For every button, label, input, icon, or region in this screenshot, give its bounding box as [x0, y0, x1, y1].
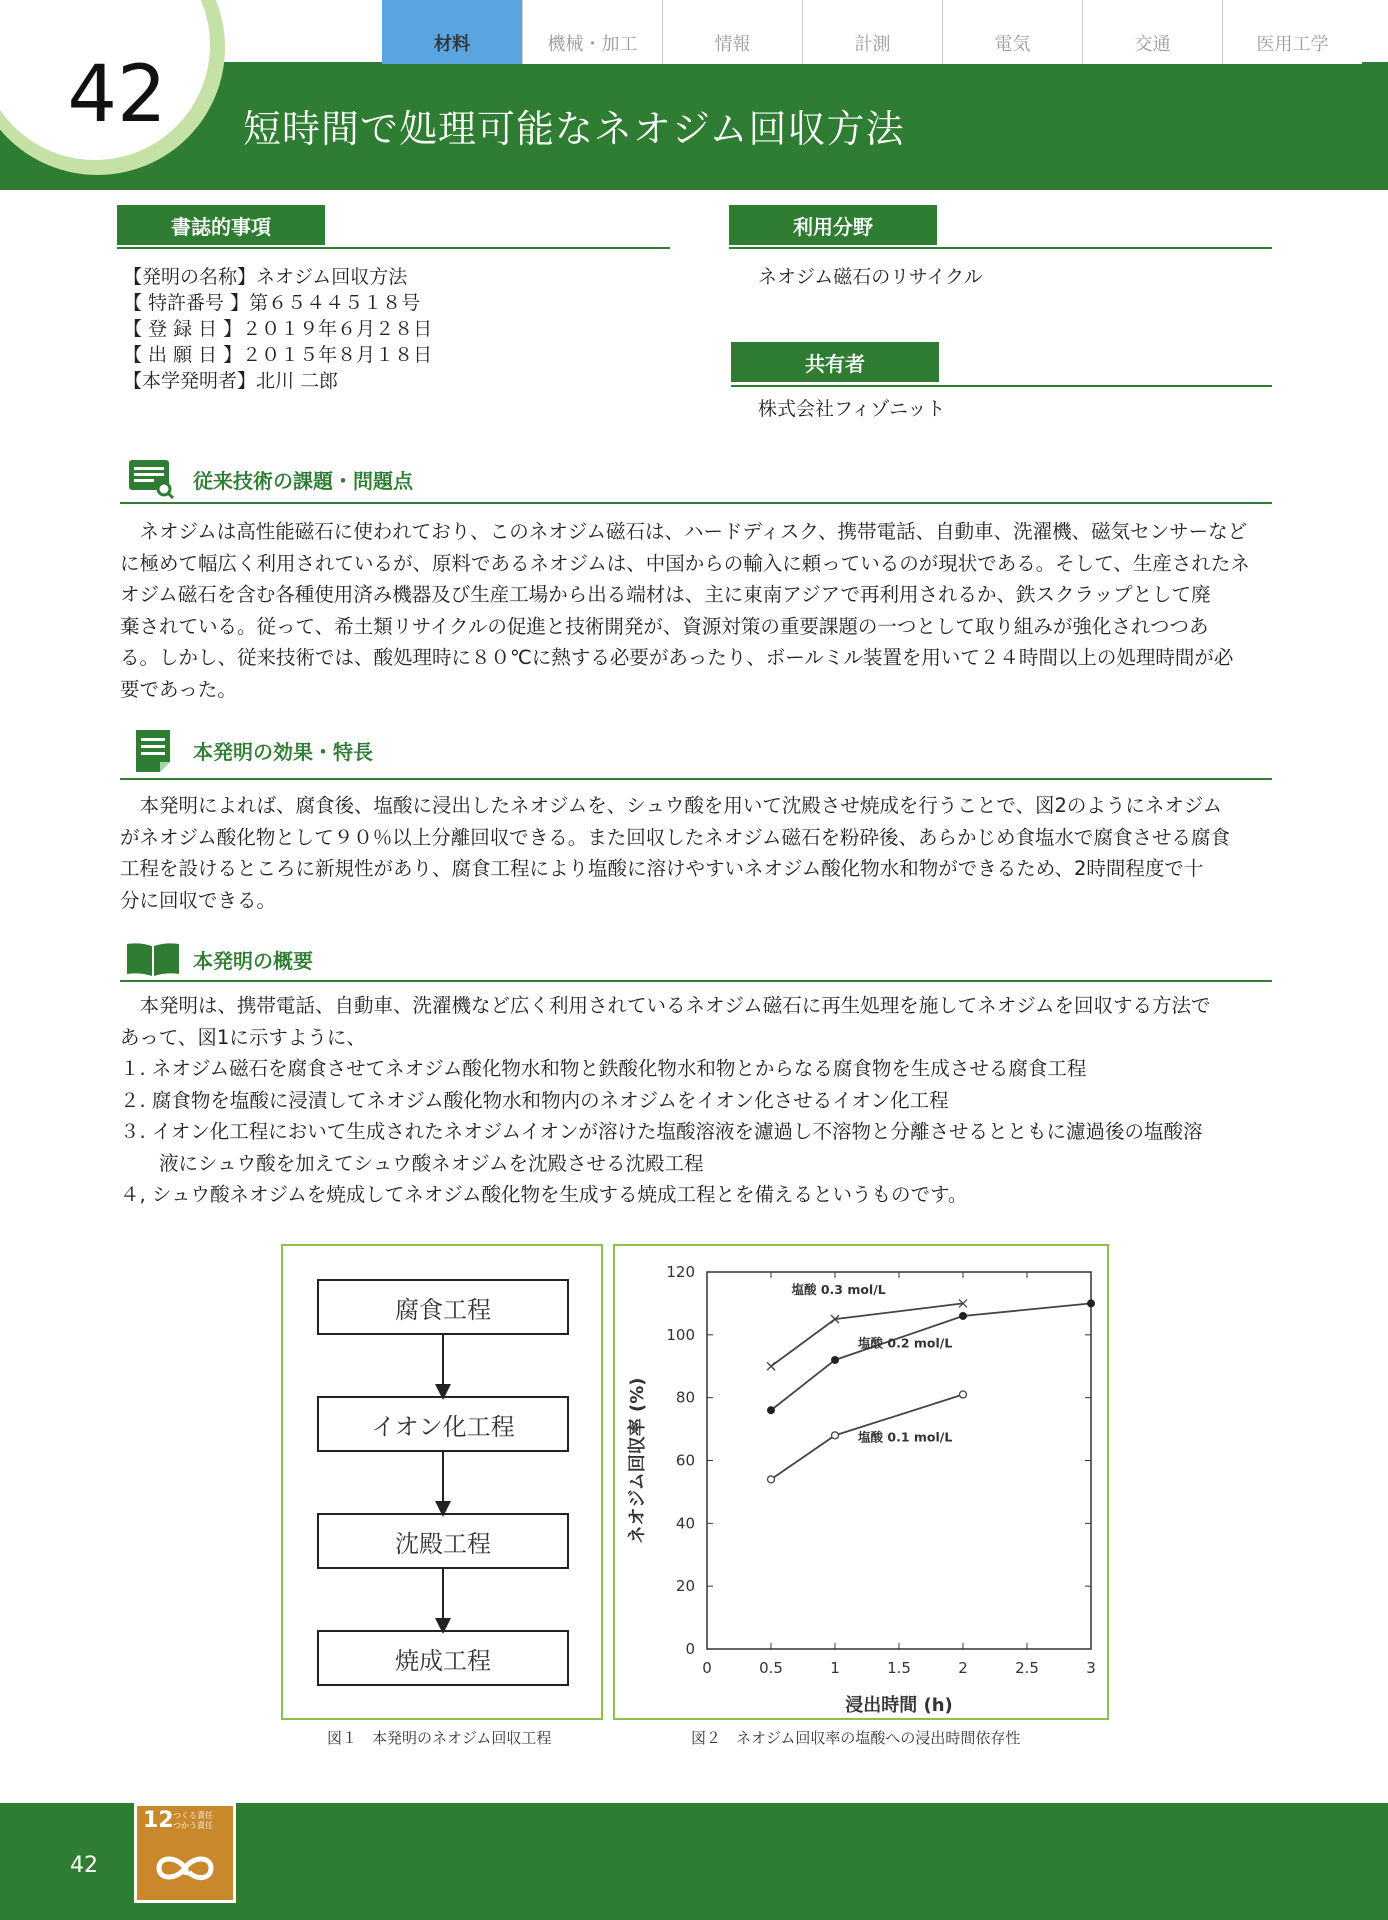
biblio-heading: 書誌的事項	[117, 205, 325, 245]
problem-heading: 従来技術の課題・問題点	[193, 469, 413, 493]
category-tabs	[382, 0, 1362, 64]
tab-transport[interactable]: 交通	[1082, 0, 1222, 64]
tab-measurement[interactable]: 計測	[802, 0, 942, 64]
screen-magnifier-icon	[129, 460, 175, 504]
overview-paragraph	[120, 990, 1280, 1211]
open-book-icon	[126, 942, 180, 980]
series-label: 塩酸 0.2 mol/L	[858, 1335, 953, 1351]
coowner-heading: 共有者	[731, 342, 939, 382]
overview-line: 液にシュウ酸を加えてシュウ酸ネオジムを沈殿させる沈殿工程	[120, 1151, 704, 1175]
footer-page-number: 42	[70, 1853, 98, 1878]
flow-step-precipitation: 沈殿工程	[317, 1513, 569, 1569]
data-point	[767, 1406, 775, 1414]
figure1-caption: 図１ 本発明のネオジム回収工程	[327, 1729, 552, 1747]
data-point	[959, 1312, 967, 1320]
tab-information[interactable]: 情報	[662, 0, 802, 64]
coowner-text: 株式会社フィゾニット	[758, 398, 946, 420]
x-tick-label: 2	[958, 1659, 968, 1677]
data-point	[960, 1391, 967, 1398]
infinity-icon	[151, 1848, 219, 1888]
tab-electric[interactable]: 電気	[942, 0, 1082, 64]
biblio-line: 【 特許番号 】第６５４４５１８号	[123, 292, 421, 314]
sdg-label-line: つかう責任	[173, 1821, 213, 1830]
effect-rule	[120, 778, 1272, 780]
series-line	[771, 1303, 1091, 1410]
recovery-chart	[615, 1246, 1107, 1718]
y-tick-label: 80	[675, 1388, 695, 1407]
overview-line: １. ネオジム磁石を腐食させてネオジム酸化物水和物と鉄酸化物水和物とからなる腐食物を生成させる腐食工程	[120, 1057, 1087, 1080]
data-point	[832, 1432, 839, 1439]
usage-rule	[729, 247, 1272, 249]
overview-line: 本発明は、携帯電話、自動車、洗濯機など広く利用されているネオジム磁石に再生処理を施してネオジムを回収する方法で	[120, 994, 1211, 1017]
overview-line: ３. イオン化工程において生成されたネオジムイオンが溶けた塩酸溶液を濾過し不溶物と分離させるとともに濾過後の塩酸溶	[120, 1120, 1203, 1143]
flow-step-corrosion: 腐食工程	[317, 1279, 569, 1335]
x-tick-label: 3	[1086, 1659, 1096, 1677]
y-tick-label: 20	[675, 1577, 695, 1596]
usage-heading: 利用分野	[729, 205, 937, 245]
page-number: 42	[67, 50, 167, 140]
figure2-frame	[613, 1244, 1109, 1720]
problem-line: 要であった。	[120, 677, 237, 701]
effect-line: 本発明によれば、腐食後、塩酸に浸出したネオジムを、シュウ酸を用いて沈殿させ焼成を行うことで、図2のようにネオジム	[120, 794, 1223, 817]
effect-heading: 本発明の効果・特長	[193, 740, 373, 764]
overview-line: あって、図1に示すように、	[120, 1025, 366, 1049]
problem-line: に極めて幅広く利用されているが、原料であるネオジムは、中国からの輸入に頼っているのが現状である。そして、生産されたネ	[120, 551, 1250, 575]
problem-line: ネオジムは高性能磁石に使われており、このネオジム磁石は、ハードディスク、携帯電話、自動車、洗濯機、磁気センサーなど	[120, 520, 1248, 543]
series-label: 塩酸 0.1 mol/L	[858, 1429, 953, 1445]
y-tick-label: 0	[685, 1640, 695, 1658]
overview-line: ２. 腐食物を塩酸に浸漬してネオジム酸化物水和物内のネオジムをイオン化させるイオン化工程	[120, 1088, 949, 1112]
problem-paragraph	[120, 516, 1272, 705]
flow-arrows	[283, 1246, 601, 1718]
overview-line: ４, シュウ酸ネオジムを焼成してネオジム酸化物を生成する焼成工程とを備えるというものです。	[120, 1183, 968, 1206]
x-tick-label: 0.5	[759, 1659, 783, 1677]
notepad-icon	[136, 730, 170, 776]
biblio-line: 【 出 願 日 】２０１５年８月１８日	[123, 344, 433, 366]
biblio-rule	[117, 247, 670, 249]
biblio-line: 【 登 録 日 】２０１９年６月２８日	[123, 318, 433, 340]
problem-rule	[120, 502, 1272, 504]
biblio-list	[123, 264, 432, 394]
biblio-line: 【発明の名称】ネオジム回収方法	[123, 266, 408, 288]
y-tick-label: 120	[666, 1263, 695, 1281]
problem-line: る。しかし、従来技術では、酸処理時に８０℃に熱する必要があったり、ボールミル装置を用いて２４時間以上の処理時間が必	[120, 646, 1234, 669]
biblio-line: 【本学発明者】北川 二郎	[123, 370, 339, 392]
x-tick-label: 0	[702, 1659, 712, 1677]
overview-heading: 本発明の概要	[193, 949, 313, 973]
x-tick-label: 1.5	[887, 1659, 911, 1677]
y-tick-label: 60	[675, 1451, 695, 1470]
overview-rule	[120, 980, 1272, 982]
flow-step-ionization: イオン化工程	[317, 1396, 569, 1452]
tab-medical[interactable]: 医用工学	[1222, 0, 1362, 64]
sdg-label-line: つくる責任	[173, 1811, 213, 1820]
sdg-label	[173, 1811, 213, 1831]
problem-line: オジム磁石を含む各種使用済み機器及び生産工場から出る端材は、主に東南アジアで再利用されるか、鉄スクラップとして廃	[120, 583, 1211, 606]
y-tick-label: 100	[666, 1325, 695, 1344]
effect-line: 分に回収できる。	[120, 888, 277, 912]
coowner-rule	[731, 385, 1272, 387]
usage-text: ネオジム磁石のリサイクル	[758, 266, 983, 288]
plot-area	[707, 1272, 1091, 1649]
data-point	[831, 1356, 839, 1364]
figure2-caption: 図２ ネオジム回収率の塩酸への浸出時間依存性	[691, 1729, 1021, 1747]
sdg-badge	[134, 1803, 236, 1903]
problem-line: 棄されている。従って、希土類リサイクルの促進と技術開発が、資源対策の重要課題の一つとして取り組みが強化されつつあ	[120, 614, 1209, 638]
effect-paragraph	[120, 790, 1272, 916]
page-title: 短時間で処理可能なネオジム回収方法	[243, 107, 905, 151]
sdg-number: 12	[143, 1808, 174, 1833]
x-axis-label: 浸出時間 (h)	[845, 1695, 953, 1716]
tab-materials[interactable]: 材料	[382, 0, 522, 64]
tab-machinery[interactable]: 機械・加工	[522, 0, 662, 64]
flow-step-calcination: 焼成工程	[317, 1630, 569, 1686]
y-tick-label: 40	[675, 1514, 695, 1533]
figure1-frame	[281, 1244, 603, 1720]
effect-line: がネオジム酸化物として９０％以上分離回収できる。また回収したネオジム磁石を粉砕後、あらかじめ食塩水で腐食させる腐食	[120, 825, 1230, 849]
series-label: 塩酸 0.3 mol/L	[791, 1281, 886, 1297]
data-point	[1087, 1299, 1095, 1307]
x-tick-label: 1	[830, 1659, 840, 1677]
effect-line: 工程を設けるところに新規性があり、腐食工程により塩酸に溶けやすいネオジム酸化物水和物ができるため、2時間程度で十	[120, 857, 1204, 880]
y-axis-label: ネオジム回収率 (%)	[627, 1377, 648, 1544]
x-tick-label: 2.5	[1015, 1659, 1039, 1677]
data-point	[768, 1476, 775, 1483]
